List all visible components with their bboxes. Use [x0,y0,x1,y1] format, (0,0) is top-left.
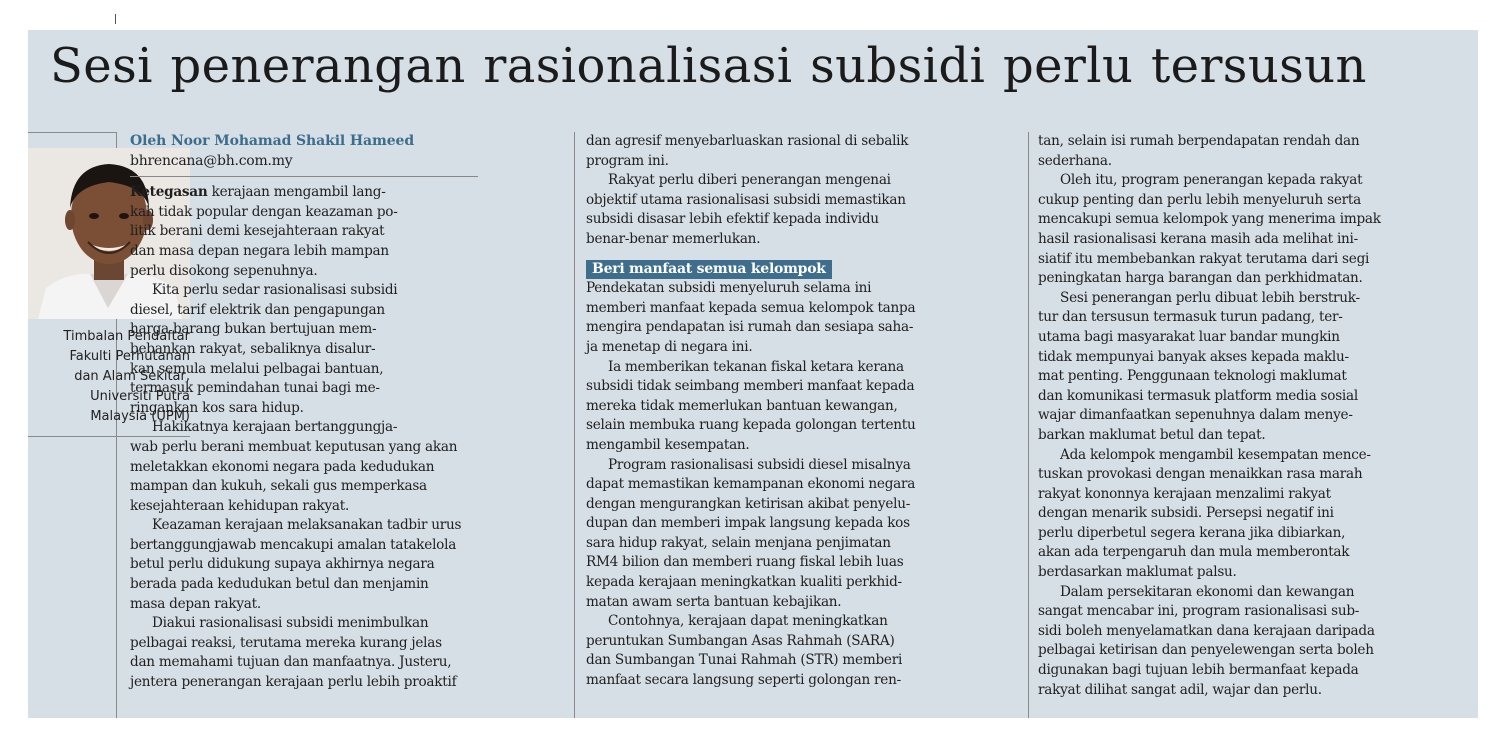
column-3-body [1038,132,1468,700]
text-line: Pendekatan subsidi menyeluruh selama ini [586,280,872,297]
text-line: mat penting. Penggunaan teknologi maklumat [1038,368,1347,385]
byline-rule [130,176,478,177]
text-line: mencakupi semua kelompok yang menerima impak [1038,211,1381,228]
text-line: tan, selain isi rumah berpendapatan rendah dan [1038,133,1360,149]
subhead-gap [586,250,1016,260]
caption-line: Malaysia (UPM) [90,409,190,424]
text-line: berdasarkan maklumat palsu. [1038,564,1237,581]
text-line: objektif utama rasionalisasi subsidi memastikan [586,191,906,208]
text-line: mengambil kesempatan. [586,436,750,453]
author-email: bhrencana@bh.com.my [130,152,293,169]
column-2-body-top [586,132,1016,250]
text-line: Kita perlu sedar rasionalisasi subsidi [152,282,398,299]
caption-line: Fakulti Perhutanan [69,349,190,364]
text-line: hasil rasionalisasi kerana masih ada melihat ini- [1038,230,1359,247]
text-line: Rakyat perlu diberi penerangan mengenai [608,172,891,189]
text-line: Dalam persekitaran ekonomi dan kewangan [1060,583,1355,600]
text-line: Program rasionalisasi subsidi diesel misalnya [608,456,911,473]
text-line: Hakikatnya kerajaan bertanggungja- [152,419,398,436]
text-line: cukup penting dan perlu lebih menyeluruh serta [1038,191,1361,208]
text-line: berada pada kedudukan betul dan menjamin [130,576,429,593]
text-line: tuskan provokasi dengan menaikkan rasa marah [1038,466,1363,483]
text-line: pelbagai ketirisan dan penyelewengan serta boleh [1038,642,1374,659]
text-line: manfaat secara langsung seperti golongan ren- [586,672,901,689]
text-line: kepada kerajaan meningkatkan kualiti perkhid- [586,574,902,591]
text-line: jentera penerangan kerajaan perlu lebih proaktif [130,674,457,691]
text-line: ringankan kos sara hidup. [130,399,304,416]
text-line: dan Sumbangan Tunai Rahmah (STR) memberi [586,652,903,669]
text-line: bebankan rakyat, sebaliknya disalur- [130,340,376,357]
text-line: dan masa depan negara lebih mampan [130,242,389,259]
article-column-1 [130,132,560,693]
text-line: mengira pendapatan isi rumah dan sesiapa saha- [586,319,914,336]
text-line: selain membuka ruang kepada golongan tertentu [586,417,916,434]
text-line: memberi manfaat kepada semua kelompok tanpa [586,299,916,316]
text-line: perlu diperbetul segera kerana jika dibiarkan, [1038,524,1346,541]
article-column-3 [1038,132,1468,700]
caption-line: dan Alam Sekitar, [74,369,190,384]
text-line: pelbagai reaksi, terutama mereka kurang jelas [130,634,442,651]
text-line: peningkatan harga barangan dan perkhidmatan. [1038,270,1363,287]
article-column-2 [586,132,1016,691]
text-line: sederhana. [1038,152,1112,169]
column-2-body-bottom [586,279,1016,690]
text-line: subsidi disasar lebih efektif kepada individu [586,211,879,228]
author-byline: Oleh Noor Mohamad Shakil Hameed [130,133,415,149]
text-line: dan komunikasi termasuk platform media sosial [1038,387,1358,404]
text-line: kah tidak popular dengan keazaman po- [130,203,398,220]
text-line: benar-benar memerlukan. [586,230,761,247]
caption-line: Universiti Putra [90,389,190,404]
column-1-body [130,203,560,693]
text-line: matan awam serta bantuan kebajikan. [586,593,842,610]
text-line: tidak mempunyai banyak akses kepada maklu- [1038,348,1349,365]
text-line: mampan dan kukuh, sekali gus memperkasa [130,478,427,495]
text-line: perlu disokong sepenuhnya. [130,262,318,279]
text-line: termasuk pemindahan tunai bagi me- [130,380,380,397]
text-line: dan memahami tujuan dan manfaatnya. Justeru, [130,654,452,671]
text-line: masa depan rakyat. [130,595,261,612]
text-line: sangat mencabar ini, program rasionalisasi sub- [1038,603,1360,620]
text-line: dupan dan memberi impak langsung kepada kos [586,515,910,532]
text-line: Contohnya, kerajaan dapat meningkatkan [608,613,888,630]
text-line: litik berani demi kesejahteraan rakyat [130,223,385,240]
text-line: program ini. [586,152,669,169]
text-line: rakyat dilihat sangat adil, wajar dan perlu. [1038,681,1322,698]
text-line: Keazaman kerajaan melaksanakan tadbir urus [152,517,462,534]
lead-word: Ketegasan [130,184,208,201]
text-line: harga barang bukan bertujuan mem- [130,321,377,338]
lead-line [130,183,560,203]
text-line: sidi boleh menyelamatkan dana kerajaan daripada [1038,622,1375,639]
text-line: digunakan bagi tujuan lebih bermanfaat kepada [1038,662,1359,679]
text-line: betul perlu didukung supaya akhirnya negara [130,556,435,573]
text-line: barkan maklumat betul dan tepat. [1038,426,1266,443]
text-line: wajar dimanfaatkan sepenuhnya dalam menye- [1038,407,1353,424]
text-line: RM4 bilion dan memberi ruang fiskal lebih luas [586,554,904,571]
text-line: dengan menarik subsidi. Persepsi negatif ini [1038,505,1334,522]
text-line: kan semula melalui pelbagai bantuan, [130,360,384,377]
text-line: bertanggungjawab mencakupi amalan tatakelola [130,536,457,553]
text-line: Oleh itu, program penerangan kepada rakyat [1060,172,1363,189]
text-line: rakyat kononnya kerajaan menzalimi rakyat [1038,485,1331,502]
text-line: Ia memberikan tekanan fiskal ketara kerana [608,358,904,375]
text-line: mereka tidak memerlukan bantuan kewangan, [586,397,898,414]
subhead-line [586,260,1016,280]
text-line: tur dan tersusun termasuk turun padang, ter- [1038,309,1343,326]
text-line: dengan mengurangkan ketirisan akibat penyelu- [586,495,911,512]
column-rule-3 [1028,132,1029,718]
text-line: utama bagi masyarakat luar bandar mungkin [1038,328,1340,345]
text-line: ja menetap di negara ini. [586,338,753,355]
headline: Sesi penerangan rasionalisasi subsidi perlu tersusun [50,38,1367,94]
text-line: subsidi tidak seimbang memberi manfaat kepada [586,378,915,395]
caption-line: Timbalan Pendaftar [63,329,190,344]
text-line: Diakui rasionalisasi subsidi menimbulkan [152,615,429,632]
text-line: diesel, tarif elektrik dan pengapungan [130,301,385,318]
text-line: sara hidup rakyat, selain menjana penjimatan [586,534,891,551]
text-line: akan ada terpengaruh dan mula memberontak [1038,544,1350,561]
text-line: dan agresif menyebarluaskan rasional di sebalik [586,133,909,149]
text-line: dapat memastikan kemampanan ekonomi negara [586,476,916,493]
column-rule-2 [574,132,575,718]
crop-mark [115,14,116,24]
text-line: Sesi penerangan perlu dibuat lebih berstruk- [1060,289,1360,306]
text-line: peruntukan Sumbangan Asas Rahmah (SARA) [586,632,895,649]
text-line: wab perlu berani membuat keputusan yang akan [130,438,458,455]
lead-line-rest: kerajaan mengambil lang- [207,184,386,201]
text-line: Ada kelompok mengambil kesempatan mence- [1060,446,1371,463]
text-line: kesejahteraan kehidupan rakyat. [130,497,350,514]
rule-photo-top [28,132,116,133]
article-panel [28,30,1478,718]
text-line: meletakkan ekonomi negara pada kedudukan [130,458,435,475]
subhead: Beri manfaat semua kelompok [586,260,832,279]
text-line: siatif itu membebankan rakyat terutama dari segi [1038,250,1370,267]
